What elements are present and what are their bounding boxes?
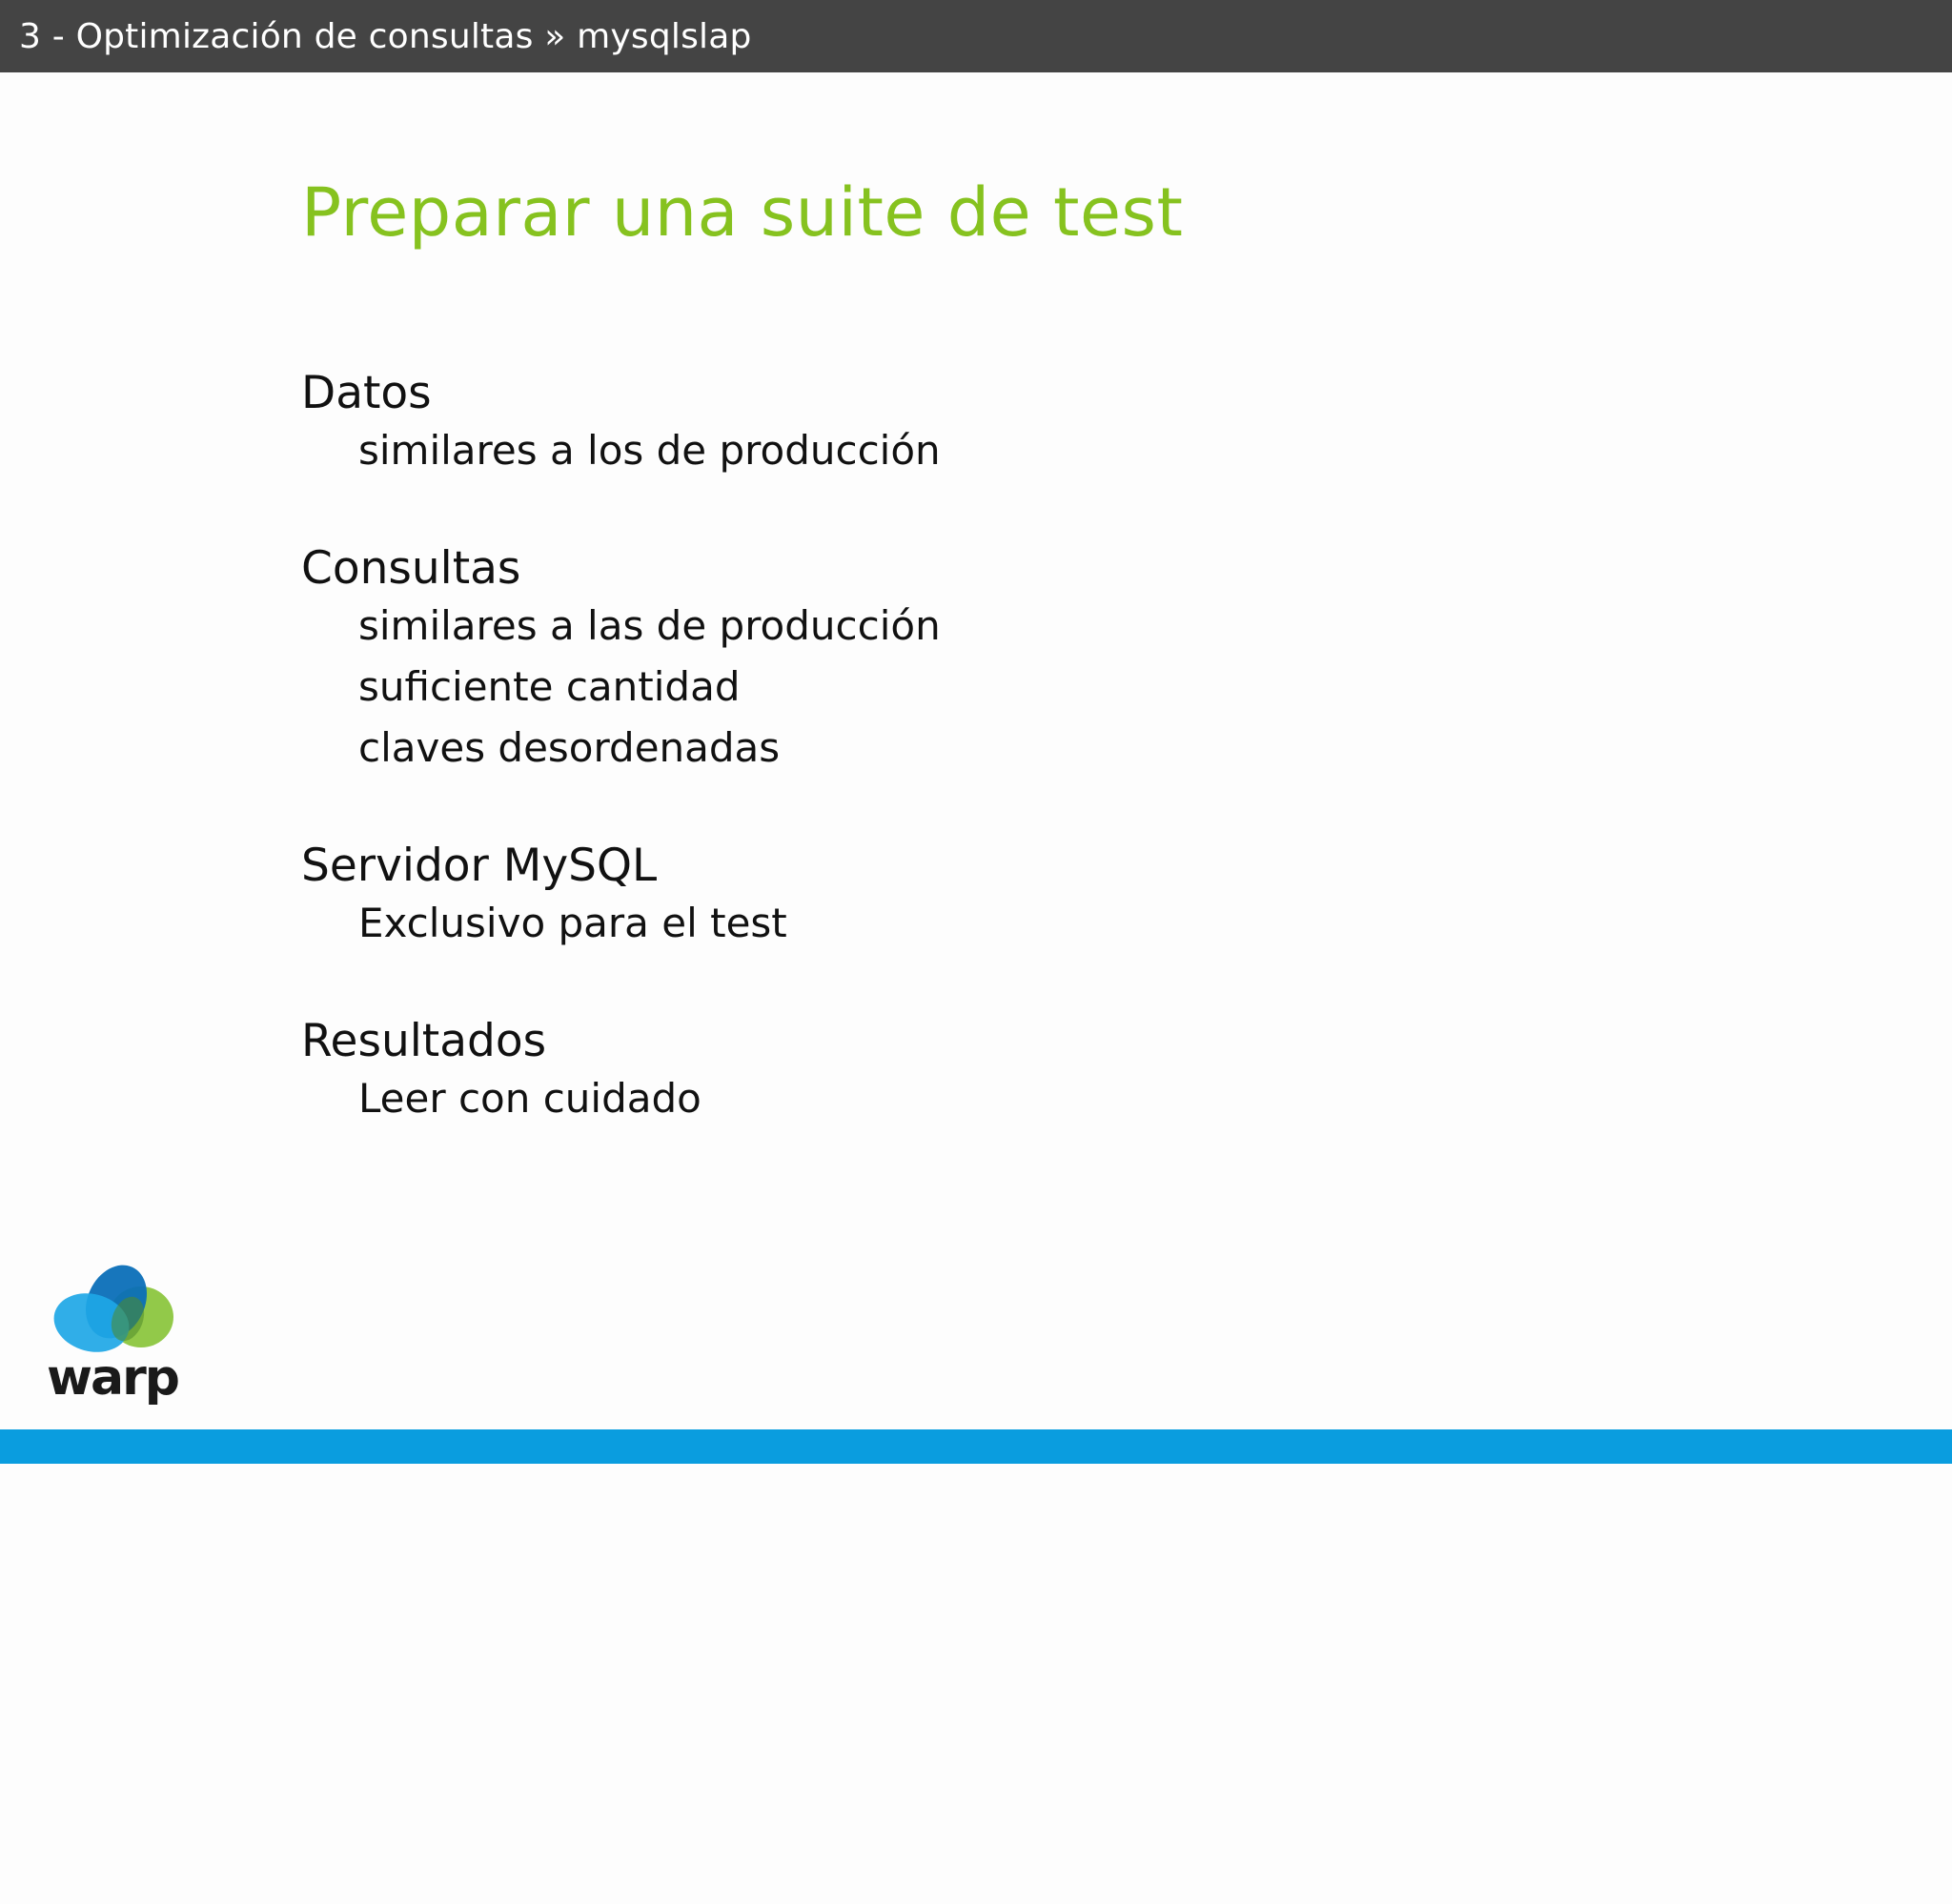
list-item: suficiente cantidad <box>358 663 741 710</box>
warp-leaves-icon <box>46 1260 179 1355</box>
section-resultados <box>301 1015 941 1129</box>
slide-title: Preparar una suite de test <box>301 173 1184 252</box>
section-servidor <box>301 840 941 954</box>
section-heading: Servidor MySQL <box>301 840 658 892</box>
section-heading: Datos <box>301 367 432 419</box>
section-heading: Consultas <box>301 542 521 595</box>
section-datos <box>301 367 941 481</box>
section-heading: Resultados <box>301 1015 547 1067</box>
list-item: Leer con cuidado <box>358 1075 702 1122</box>
bottom-band <box>0 1429 1952 1464</box>
warp-logo <box>46 1260 179 1412</box>
header-bar <box>0 0 1952 72</box>
list-item: similares a las de producción <box>358 602 941 649</box>
slide-content <box>301 367 941 1190</box>
logo-wordmark: warp <box>47 1349 178 1407</box>
section-consultas <box>301 542 941 779</box>
list-item: claves desordenadas <box>358 724 781 771</box>
list-item: similares a los de producción <box>358 427 941 474</box>
list-item: Exclusivo para el test <box>358 900 787 946</box>
breadcrumb: 3 - Optimización de consultas » mysqlslap <box>19 16 752 56</box>
